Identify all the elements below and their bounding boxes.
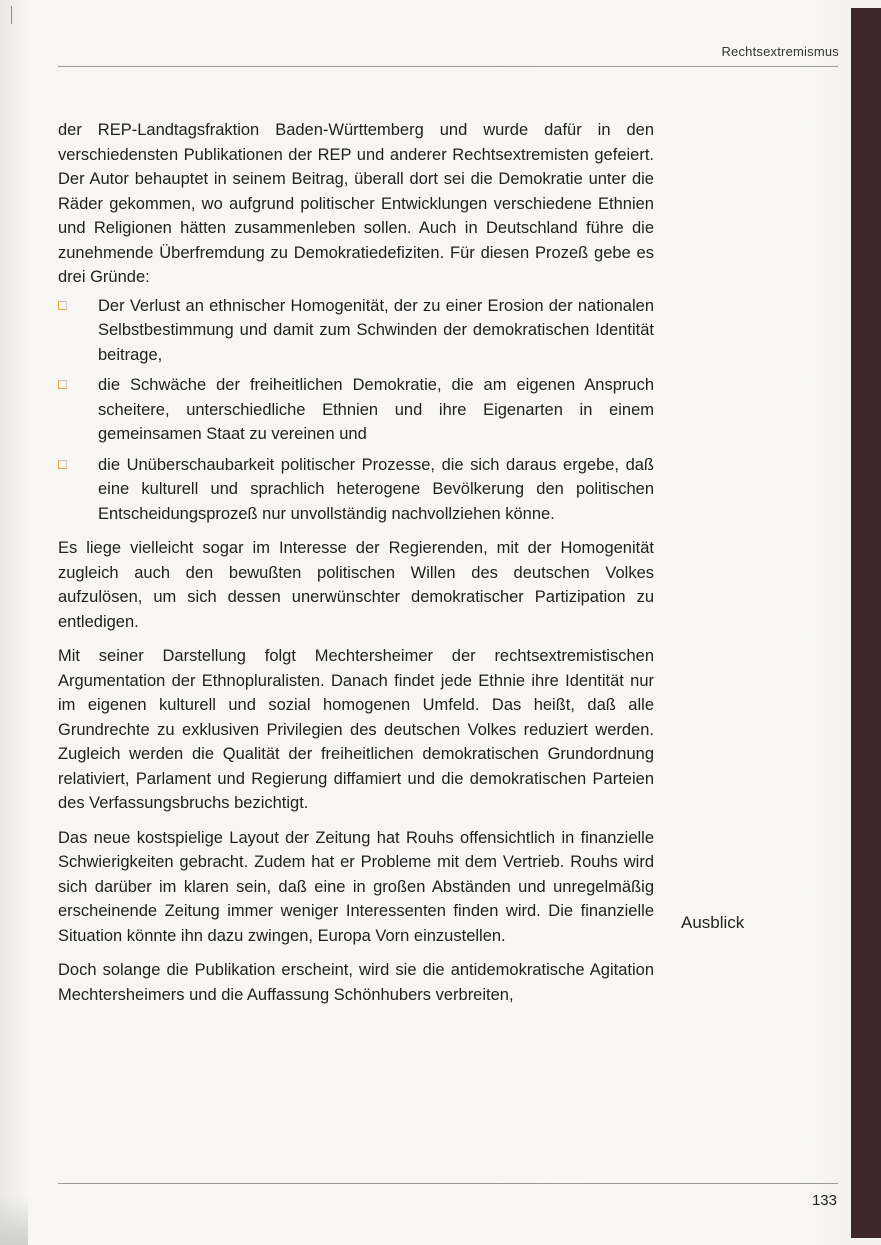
checkbox-bullet-icon [58,460,67,469]
page-edge-bar [851,8,881,1238]
crop-mark [11,6,12,24]
list-item [58,373,654,447]
list-item-text: die Schwäche der freiheitlichen Demokratie, die am eigenen Anspruch scheitere, unterschiedliche Ethnien und ihre Eigenarten in einem gemeinsamen Staat zu vereinen und [98,376,654,443]
page-number: 133 [811,1192,837,1209]
binding-shadow [0,1195,28,1245]
running-header: Rechtsextremismus [721,44,839,59]
list-item-text: Der Verlust an ethnischer Homogenität, der zu einer Erosion der nationalen Selbstbestimmung und damit zum Schwinden der demokratischen Identität beitrage, [98,296,654,364]
margin-heading: Ausblick [681,913,745,932]
main-text [58,118,654,1017]
paragraph: Das neue kostspielige Layout der Zeitung hat Rouhs offensichtlich in finanzielle Schwierigkeiten gebracht. Zudem hat er Probleme mit dem Vertrieb. Rouhs wird sich darüber im klaren sein, daß eine in großen Abständen und unregelmäßig erscheinende Zeitung immer weniger Interessenten finden wird. Die finanzielle Situation könnte ihn dazu zwingen, Europa Vorn einzustellen. [58,828,654,945]
paragraph-intro: der REP-Landtagsfraktion Baden-Württemberg und wurde dafür in den verschiedensten Publikationen der REP und anderer Rechtsextremisten gefeiert. Der Autor behauptet in seinem Beitrag, überall dort sei die Demokratie unter die Räder gekommen, wo aufgrund politischer Entwicklungen verschiedene Ethnien und Religionen hätten zusammenleben sollen. Auch in Deutschland führe die zunehmende Überfremdung zu Demokratiedefiziten. Für diesen Prozeß gebe es drei Gründe: [58,121,654,286]
paragraph: Doch solange die Publikation erscheint, wird sie die antidemokratische Agitation Mechtersheimers und die Auffassung Schönhubers verbreiten, [58,961,654,1004]
checkbox-bullet-icon [58,301,67,310]
paragraph: Es liege vielleicht sogar im Interesse der Regierenden, mit der Homogenität zugleich auch den bewußten politischen Willen des deutschen Volkes aufzulösen, um sich dessen unerwünschter demokratischer Partizipation zu entledigen. [58,539,654,631]
header-rule [58,66,838,67]
checkbox-bullet-icon [58,380,67,389]
paragraph: Mit seiner Darstellung folgt Mechtersheimer der rechtsextremistischen Argumentation der Ethnopluralisten. Danach findet jede Ethnie ihre Identität nur im eigenen kulturell und sozial homogenen Umfeld. Das heißt, daß alle Grundrechte zu exklusiven Privilegien des deutschen Volkes reduziert werden. Zugleich werden die Qualität der freiheitlichen demokratischen Grundordnung relativiert, Parlament und Regierung diffamiert und die demokratischen Parteien des Verfassungsbruchs bezichtigt. [58,647,654,812]
footer-rule [58,1183,838,1184]
list-item-text: die Unüberschaubarkeit politischer Prozesse, die sich daraus ergebe, daß eine kulturell und sprachlich heterogene Bevölkerung den politischen Entscheidungsprozeß nur unvollständig nachvollziehen könne. [98,455,654,523]
list-item [58,294,654,368]
bullet-list [58,294,654,527]
list-item [58,453,654,527]
